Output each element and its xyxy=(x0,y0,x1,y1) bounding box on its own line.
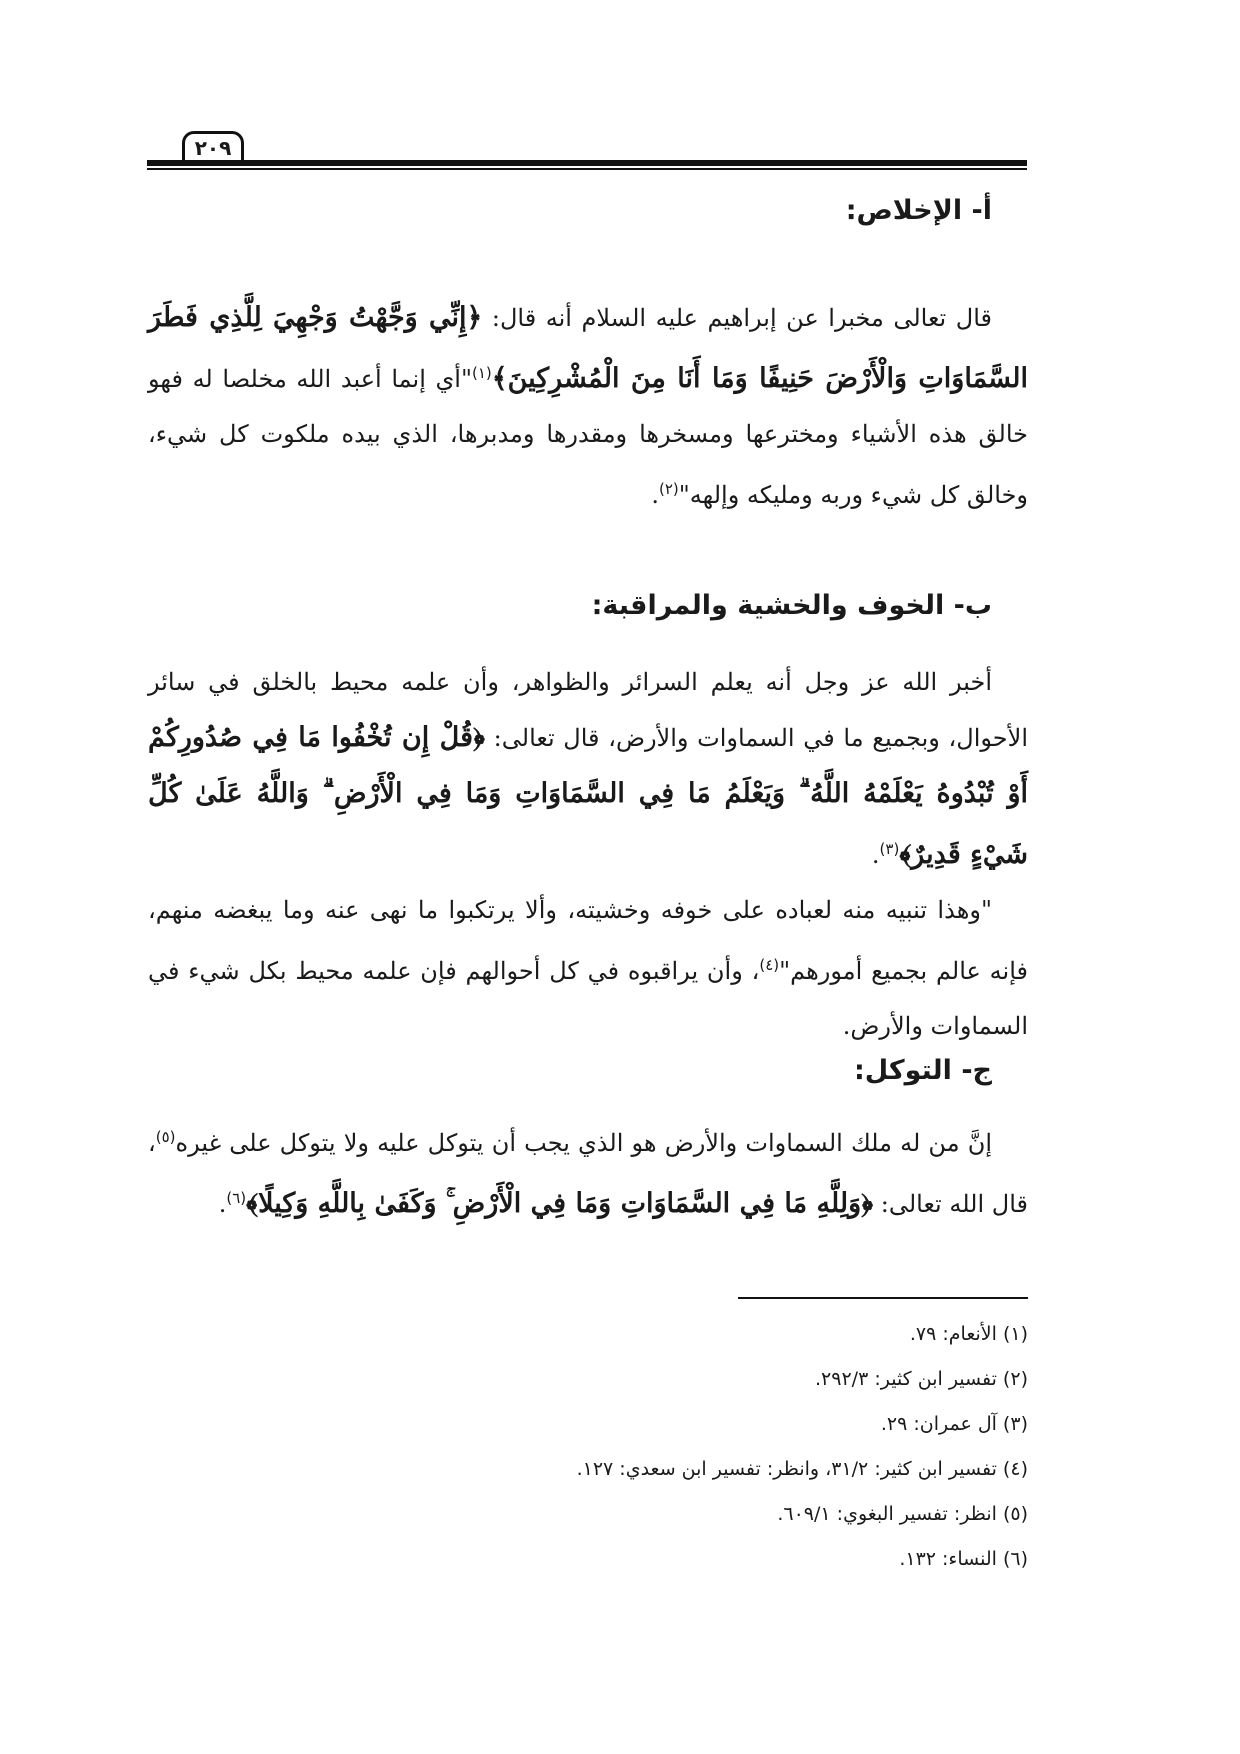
section-khawf xyxy=(148,590,1028,621)
footnote-separator xyxy=(738,1297,1028,1299)
footnote-ref: (٣) xyxy=(879,840,900,858)
paragraph-tail: . xyxy=(218,1190,227,1218)
paragraph xyxy=(148,290,1028,523)
section-khawf-body xyxy=(148,655,1028,1054)
section-heading: ج- التوكل: xyxy=(853,1055,992,1086)
paragraph-tail: . xyxy=(871,841,880,869)
footnote-ref: (٤) xyxy=(759,956,780,974)
header-rule xyxy=(147,160,1027,166)
section-ikhlas-body xyxy=(148,290,1028,523)
paragraph-text: قال تعالى مخبرا عن إبراهيم عليه السلام أنه قال: xyxy=(482,304,992,332)
quran-verse: ﴿وَلِلَّهِ مَا فِي السَّمَاوَاتِ وَمَا فِي الْأَرْضِ ۚ وَكَفَىٰ بِاللَّهِ وَكِيلًا﴾ xyxy=(246,1188,874,1219)
paragraph-text: إنَّ من له ملك السماوات والأرض هو الذي يجب أن يتوكل عليه ولا يتوكل على غيره xyxy=(175,1129,992,1157)
header-rule-thin xyxy=(147,168,1027,170)
footnote: (١) الأنعام: ٧٩. xyxy=(909,1323,1028,1345)
footnote-ref: (٦) xyxy=(226,1189,247,1207)
section-heading: أ- الإخلاص: xyxy=(845,195,992,226)
section-tawakkul xyxy=(148,1055,1028,1086)
page-number: ٢٠٩ xyxy=(182,131,244,161)
footnote: (٣) آل عمران: ٢٩. xyxy=(880,1413,1028,1435)
quran-verse: ﴿قُلْ إِن تُخْفُوا مَا فِي صُدُورِكُمْ أَوْ تُبْدُوهُ يَعْلَمْهُ اللَّهُ ۗ وَيَعْلَمُ مَا فِي السَّمَاوَاتِ وَمَا فِي الْأَرْضِ ۗ وَاللَّهُ عَلَىٰ كُلِّ شَيْءٍ قَدِيرٌ﴾ xyxy=(148,722,1028,870)
footnote-ref: (١) xyxy=(472,364,492,382)
paragraph-text: "أي إنما أعبد الله مخلصا له فهو خالق هذه الأشياء ومخترعها ومسخرها ومقدرها ومدبرها، الذي بيده ملكوت كل شيء، وخالق كل شيء وربه ومليكه وإلهه" xyxy=(148,365,1028,509)
paragraph xyxy=(148,655,1028,883)
paragraph xyxy=(148,883,1028,1054)
paragraph-text: "وهذا تنبيه منه لعباده على خوفه وخشيته، وألا يرتكبوا ما نهى عنه وما يبغضه منهم، فإنه عالم بجميع أمورهم" xyxy=(148,896,1028,985)
paragraph-text: أخبر الله عز وجل أنه يعلم السرائر والظواهر، وأن علمه محيط بالخلق في سائر الأحوال، وبجميع ما في السماوات والأرض، قال تعالى: xyxy=(148,668,1028,752)
footnote: (٢) تفسير ابن كثير: ٢٩٢/٣. xyxy=(815,1368,1028,1390)
footnote: (٤) تفسير ابن كثير: ٣١/٢، وانظر: تفسير ابن سعدي: ١٢٧. xyxy=(576,1458,1028,1480)
footnote: (٥) انظر: تفسير البغوي: ٦٠٩/١. xyxy=(777,1503,1028,1525)
paragraph-tail: . xyxy=(651,481,659,509)
paragraph-text: ، وأن يراقبوه في كل أحوالهم فإن علمه محيط بكل شيء في السماوات والأرض. xyxy=(148,957,1028,1040)
footnotes-list xyxy=(328,1312,1028,1582)
paragraph xyxy=(148,1110,1028,1232)
quran-verse: ﴿إِنِّي وَجَّهْتُ وَجْهِيَ لِلَّذِي فَطَرَ السَّمَاوَاتِ وَالْأَرْضَ حَنِيفًا وَمَا أَنَا مِنَ الْمُشْرِكِينَ﴾ xyxy=(148,302,1028,394)
section-tawakkul-body xyxy=(148,1110,1028,1232)
footnote-ref: (٢) xyxy=(658,480,679,498)
section-heading: ب- الخوف والخشية والمراقبة: xyxy=(591,590,992,621)
footnote: (٦) النساء: ١٣٢. xyxy=(899,1548,1028,1570)
paragraph-text: ، قال الله تعالى: xyxy=(148,1129,1028,1218)
footnote-ref: (٥) xyxy=(155,1128,176,1146)
section-ikhlas xyxy=(148,195,1028,226)
